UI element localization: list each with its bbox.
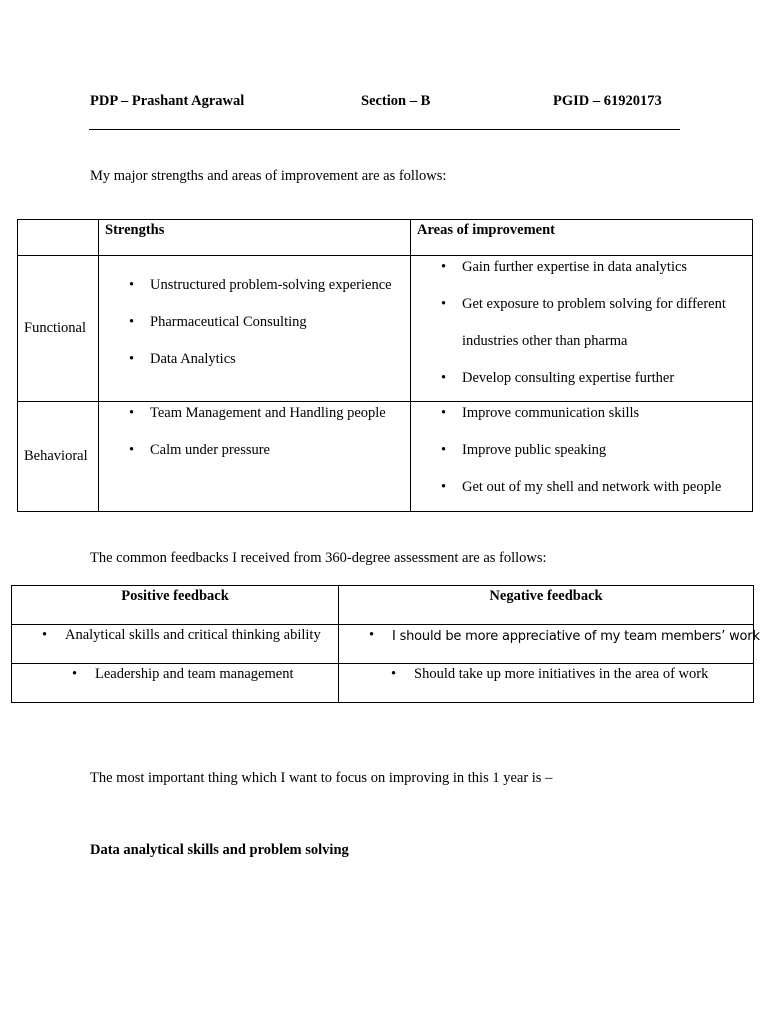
table-row-behavioral [18, 402, 753, 512]
table-row [12, 664, 754, 703]
list-item: • Pharmaceutical Consulting [99, 304, 410, 341]
list-item: • Unstructured problem-solving experience [99, 267, 410, 304]
list-item: • Team Management and Handling people [99, 395, 410, 432]
positive-feedback-2: • Leadership and team management [12, 664, 339, 703]
empty-header-cell [18, 220, 99, 256]
list-item: • Calm under pressure [99, 432, 410, 469]
table-row-functional [18, 256, 753, 402]
behavioral-strengths [99, 402, 411, 512]
feedback-table-header [12, 586, 754, 625]
list-item: • Gain further expertise in data analytics [411, 249, 752, 286]
list-item: • Data Analytics [99, 341, 410, 378]
list-item: • Improve communication skills [411, 395, 752, 432]
feedback-table [11, 585, 760, 703]
strengths-header: Strengths [99, 220, 411, 256]
focus-intro: The most important thing which I want to focus on improving in this 1 year is – [90, 770, 553, 786]
header-name: PDP – Prashant Agrawal [90, 93, 245, 109]
improvement-header: Areas of improvement [411, 220, 753, 256]
focus-item: Data analytical skills and problem solving [90, 842, 349, 858]
feedback-intro: The common feedbacks I received from 360-degree assessment are as follows: [90, 550, 547, 566]
header-pgid: PGID – 61920173 [553, 93, 662, 109]
strengths-table [17, 219, 753, 512]
positive-feedback-1: • Analytical skills and critical thinking ability [12, 625, 339, 664]
behavioral-improvements [411, 402, 753, 512]
strengths-intro: My major strengths and areas of improvement are as follows: [90, 168, 447, 184]
negative-feedback-2: • Should take up more initiatives in the area of work [339, 664, 754, 703]
negative-feedback-header: Negative feedback [339, 586, 754, 625]
functional-strengths [99, 256, 411, 402]
table-row [12, 625, 754, 664]
positive-feedback-header: Positive feedback [12, 586, 339, 625]
row-label-behavioral: Behavioral [18, 402, 99, 512]
list-item: • Improve public speaking [411, 432, 752, 469]
header-section: Section – B [361, 93, 431, 109]
functional-improvements [411, 256, 753, 402]
list-item: • Develop consulting expertise further [411, 360, 752, 397]
list-item: • Get exposure to problem solving for different industries other than pharma [411, 286, 752, 360]
list-item: • Get out of my shell and network with people [411, 469, 752, 506]
row-label-functional: Functional [18, 256, 99, 402]
header-divider [89, 129, 680, 130]
negative-feedback-1: • I should be more appreciative of my team members’ work [339, 625, 754, 664]
